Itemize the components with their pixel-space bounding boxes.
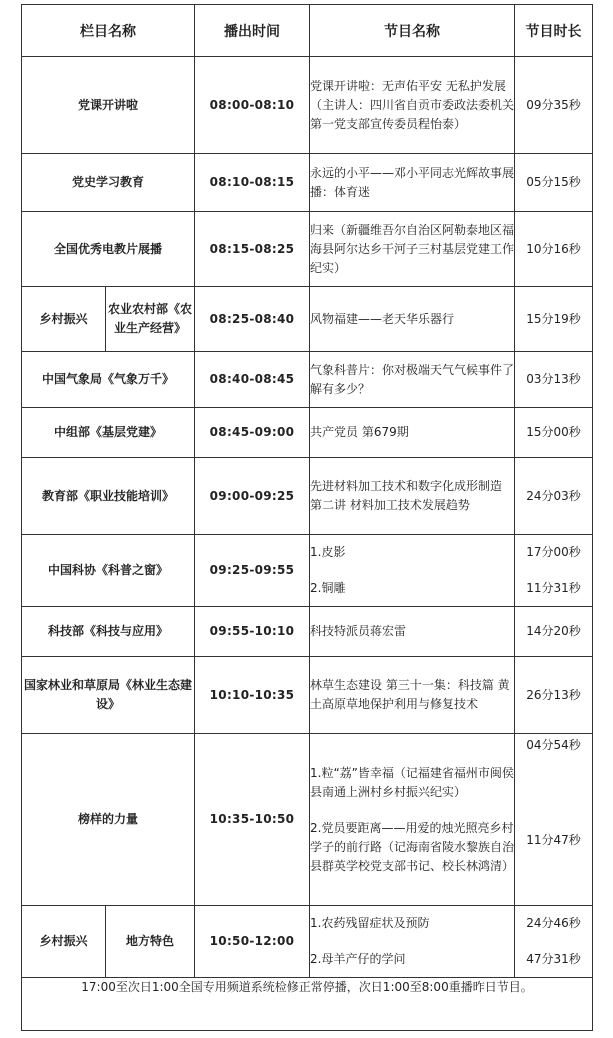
program-duration: 11分47秒	[526, 833, 581, 847]
air-time: 08:45-09:00	[195, 408, 310, 458]
table-row	[22, 535, 593, 607]
column-name: 中组部《基层党建》	[22, 408, 195, 458]
header-row	[22, 5, 593, 57]
column-name: 榜样的力量	[22, 734, 195, 906]
sub-column-name: 地方特色	[106, 906, 195, 978]
column-name: 乡村振兴	[22, 906, 106, 978]
column-name: 科技部《科技与应用》	[22, 607, 195, 657]
table-row	[22, 657, 593, 734]
air-time: 09:25-09:55	[195, 535, 310, 607]
program-list	[310, 906, 515, 978]
footer-note: 17:00至次日1:00全国专用频道系统检修正常停播，次日1:00至8:00重播昨日节目。	[22, 978, 593, 1031]
table-row	[22, 607, 593, 657]
program-name: 党课开讲啦：无声佑平安 无私护发展（主讲人：四川省自贡市委政法委机关第一党支部宣传委员程怡泰）	[310, 57, 515, 154]
table-row	[22, 154, 593, 212]
column-name: 全国优秀电教片展播	[22, 212, 195, 287]
program-name: 林草生态建设 第三十一集：科技篇 黄土高原草地保护利用与修复技术	[310, 657, 515, 734]
column-name: 中国气象局《气象万千》	[22, 352, 195, 408]
program-item: 1.粒“荔”皆幸福（记福建省福州市闽侯县南通上洲村乡村振兴纪实）	[310, 765, 514, 799]
program-item: 1.农药残留症状及预防	[310, 916, 430, 930]
schedule-table	[21, 4, 593, 1031]
program-item: 2.铜雕	[310, 581, 346, 595]
program-duration: 24分46秒	[526, 916, 581, 930]
program-duration: 26分13秒	[515, 657, 593, 734]
table-row	[22, 212, 593, 287]
duration-list	[515, 906, 593, 978]
program-item: 2.母羊产仔的学问	[310, 952, 406, 966]
table-row	[22, 906, 593, 978]
program-name: 共产党员 第679期	[310, 408, 515, 458]
table-row	[22, 352, 593, 408]
table-row	[22, 734, 593, 906]
program-duration: 47分31秒	[526, 952, 581, 966]
air-time: 09:55-10:10	[195, 607, 310, 657]
program-duration: 04分54秒	[526, 738, 581, 752]
air-time: 10:35-10:50	[195, 734, 310, 906]
footer-row	[22, 978, 593, 1031]
header-column: 栏目名称	[22, 5, 195, 57]
column-name: 国家林业和草原局《林业生态建设》	[22, 657, 195, 734]
table-row	[22, 458, 593, 535]
duration-list	[515, 734, 593, 906]
air-time: 08:25-08:40	[195, 287, 310, 352]
program-list	[310, 734, 515, 906]
program-name: 永远的小平——邓小平同志光辉故事展播：体育迷	[310, 154, 515, 212]
header-duration: 节目时长	[515, 5, 593, 57]
column-name: 党史学习教育	[22, 154, 195, 212]
program-duration: 05分15秒	[515, 154, 593, 212]
air-time: 08:40-08:45	[195, 352, 310, 408]
program-name: 归来（新疆维吾尔自治区阿勒泰地区福海县阿尔达乡干河子三村基层党建工作纪实）	[310, 212, 515, 287]
program-duration: 09分35秒	[515, 57, 593, 154]
program-duration: 14分20秒	[515, 607, 593, 657]
program-duration: 17分00秒	[526, 545, 581, 559]
program-duration: 15分19秒	[515, 287, 593, 352]
duration-list	[515, 535, 593, 607]
program-name: 风物福建——老天华乐器行	[310, 287, 515, 352]
column-name: 乡村振兴	[22, 287, 106, 352]
air-time: 08:10-08:15	[195, 154, 310, 212]
header-program: 节目名称	[310, 5, 515, 57]
air-time: 10:10-10:35	[195, 657, 310, 734]
program-name: 先进材料加工技术和数字化成形制造 第二讲 材料加工技术发展趋势	[310, 458, 515, 535]
air-time: 10:50-12:00	[195, 906, 310, 978]
air-time: 08:15-08:25	[195, 212, 310, 287]
program-duration: 15分00秒	[515, 408, 593, 458]
program-name: 气象科普片：你对极端天气气候事件了解有多少？	[310, 352, 515, 408]
program-duration: 03分13秒	[515, 352, 593, 408]
program-duration: 10分16秒	[515, 212, 593, 287]
table-row	[22, 57, 593, 154]
table-row	[22, 287, 593, 352]
column-name: 教育部《职业技能培训》	[22, 458, 195, 535]
program-item: 1.皮影	[310, 545, 346, 559]
header-time: 播出时间	[195, 5, 310, 57]
column-name: 中国科协《科普之窗》	[22, 535, 195, 607]
sub-column-name: 农业农村部《农业生产经营》	[106, 287, 195, 352]
program-list	[310, 535, 515, 607]
table-row	[22, 408, 593, 458]
program-name: 科技特派员蒋宏雷	[310, 607, 515, 657]
air-time: 08:00-08:10	[195, 57, 310, 154]
column-name: 党课开讲啦	[22, 57, 195, 154]
air-time: 09:00-09:25	[195, 458, 310, 535]
program-item: 2.党员要距离——用爱的烛光照亮乡村学子的前行路（记海南省陵水黎族自治县群英学校党支部书记、校长林鸿清）	[310, 820, 515, 873]
program-duration: 24分03秒	[515, 458, 593, 535]
program-duration: 11分31秒	[526, 581, 581, 595]
